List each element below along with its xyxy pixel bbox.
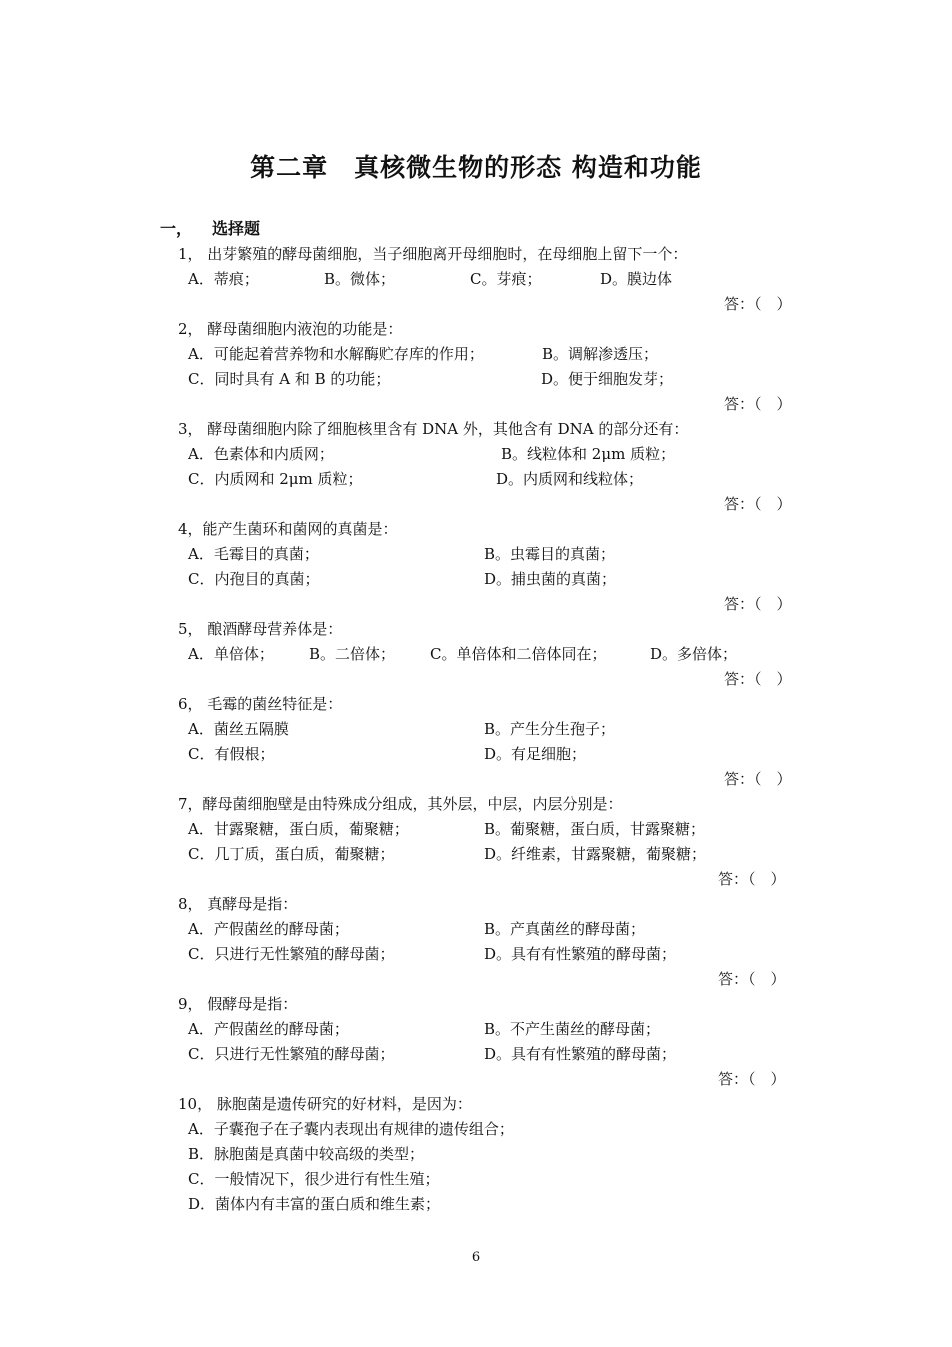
option-a: A．菌丝五隔膜 <box>188 720 289 738</box>
option-d: D。便于细胞发芽； <box>541 370 674 388</box>
question-stem: 4，能产生菌环和菌网的真菌是： <box>178 520 398 538</box>
answer-blank: 答：（ ） <box>724 770 792 788</box>
option-a: A．产假菌丝的酵母菌； <box>188 1020 349 1038</box>
question-list <box>0 242 952 1217</box>
answer-row <box>0 767 952 792</box>
option-a: A．单倍体； <box>188 645 274 663</box>
question-1 <box>0 242 952 317</box>
options-row <box>0 717 952 742</box>
answer-row <box>0 292 952 317</box>
question-stem: 3， 酵母菌细胞内除了细胞核里含有 DNA 外，其他含有 DNA 的部分还有： <box>178 420 689 438</box>
question-stem: 5， 酿酒酵母营养体是： <box>178 620 343 638</box>
option-c: C．几丁质，蛋白质，葡聚糖； <box>188 845 395 863</box>
section-heading <box>160 216 260 239</box>
question-stem: 6， 毛霉的菌丝特征是： <box>178 695 343 713</box>
answer-row <box>0 592 952 617</box>
question-stem: 9， 假酵母是指： <box>178 995 298 1013</box>
option-b: B。葡聚糖，蛋白质，甘露聚糖； <box>484 820 706 838</box>
options-row <box>0 1042 952 1067</box>
question-stem: 2， 酵母菌细胞内液泡的功能是： <box>178 320 403 338</box>
question-6 <box>0 692 952 792</box>
question-stem: 1， 出芽繁殖的酵母菌细胞，当子细胞离开母细胞时，在母细胞上留下一个： <box>178 245 688 263</box>
answer-blank: 答：（ ） <box>724 595 792 613</box>
answer-row <box>0 667 952 692</box>
options-row <box>0 442 952 467</box>
options-row <box>0 542 952 567</box>
option-c: C．只进行无性繁殖的酵母菌； <box>188 945 395 963</box>
option-d: D。具有有性繁殖的酵母菌； <box>484 945 677 963</box>
option-b: B。不产生菌丝的酵母菌； <box>484 1020 661 1038</box>
option-c: C。单倍体和二倍体同在； <box>430 645 607 663</box>
option-a: A．毛霉目的真菌； <box>188 545 319 563</box>
options-row <box>0 267 952 292</box>
question-8 <box>0 892 952 992</box>
option-b: B。微体； <box>324 270 396 288</box>
answer-row <box>0 492 952 517</box>
options-row <box>0 842 952 867</box>
option-d: D。有足细胞； <box>484 745 587 763</box>
option-c: C．同时具有 A 和 B 的功能； <box>188 370 391 388</box>
options-row <box>0 467 952 492</box>
options-row <box>0 567 952 592</box>
option-d: D。多倍体； <box>650 645 738 663</box>
question-4 <box>0 517 952 617</box>
question-9 <box>0 992 952 1092</box>
answer-blank: 答：（ ） <box>718 870 786 888</box>
page-number: 6 <box>471 1250 481 1265</box>
options-row <box>0 942 952 967</box>
option-a: A．甘露聚糖，蛋白质，葡聚糖； <box>188 820 409 838</box>
option-d: D．菌体内有丰富的蛋白质和维生素； <box>188 1195 441 1213</box>
option-a: A．色素体和内质网； <box>188 445 334 463</box>
options-row <box>0 1017 952 1042</box>
options-row <box>0 1117 952 1142</box>
option-c: C．有假根； <box>188 745 275 763</box>
answer-blank: 答：（ ） <box>724 395 792 413</box>
question-stem: 8， 真酵母是指： <box>178 895 298 913</box>
option-a: A．可能起着营养物和水解酶贮存库的作用； <box>188 345 484 363</box>
question-stem: 10， 脉胞菌是遗传研究的好材料，是因为： <box>178 1095 472 1113</box>
options-row <box>0 367 952 392</box>
question-stem: 7，酵母菌细胞壁是由特殊成分组成，其外层，中层，内层分别是： <box>178 795 623 813</box>
option-b: B。线粒体和 2μm 质粒； <box>501 445 676 463</box>
option-b: B。二倍体； <box>309 645 396 663</box>
option-d: D。具有有性繁殖的酵母菌； <box>484 1045 677 1063</box>
option-d: D。膜边体 <box>600 270 673 288</box>
option-b: B。调解渗透压； <box>542 345 659 363</box>
option-b: B。虫霉目的真菌； <box>484 545 616 563</box>
option-a: A．蒂痕； <box>188 270 259 288</box>
option-d: D。内质网和线粒体； <box>496 470 644 488</box>
option-a: A．产假菌丝的酵母菌； <box>188 920 349 938</box>
option-d: D。捕虫菌的真菌； <box>484 570 617 588</box>
question-2 <box>0 317 952 417</box>
options-row <box>0 817 952 842</box>
options-row <box>0 342 952 367</box>
option-c: C．内质网和 2μm 质粒； <box>188 470 363 488</box>
answer-blank: 答：（ ） <box>718 1070 786 1088</box>
option-c: C．一般情况下，很少进行有性生殖； <box>188 1170 440 1188</box>
section-label: 选择题 <box>212 219 261 238</box>
option-b: B．脉胞菌是真菌中较高级的类型； <box>188 1145 425 1163</box>
option-d: D。纤维素，甘露聚糖，葡聚糖； <box>484 845 707 863</box>
option-b: B。产真菌丝的酵母菌； <box>484 920 646 938</box>
options-row <box>0 917 952 942</box>
answer-row <box>0 867 952 892</box>
section-number: 一， <box>160 219 193 238</box>
question-10 <box>0 1092 952 1217</box>
answer-row <box>0 392 952 417</box>
option-a: A．子囊孢子在子囊内表现出有规律的遗传组合； <box>188 1120 514 1138</box>
options-row <box>0 1142 952 1167</box>
answer-blank: 答：（ ） <box>718 970 786 988</box>
question-5 <box>0 617 952 692</box>
answer-row <box>0 967 952 992</box>
options-row <box>0 1192 952 1217</box>
options-row <box>0 642 952 667</box>
option-b: B。产生分生孢子； <box>484 720 616 738</box>
answer-blank: 答：（ ） <box>724 295 792 313</box>
option-c: C．只进行无性繁殖的酵母菌； <box>188 1045 395 1063</box>
options-row <box>0 742 952 767</box>
answer-blank: 答：（ ） <box>724 670 792 688</box>
option-c: C。芽痕； <box>470 270 542 288</box>
answer-blank: 答：（ ） <box>724 495 792 513</box>
chapter-title: 第二章 真核微生物的形态 构造和功能 <box>250 153 702 182</box>
answer-row <box>0 1067 952 1092</box>
option-c: C．内孢目的真菌； <box>188 570 320 588</box>
options-row <box>0 1167 952 1192</box>
question-7 <box>0 792 952 892</box>
question-3 <box>0 417 952 517</box>
